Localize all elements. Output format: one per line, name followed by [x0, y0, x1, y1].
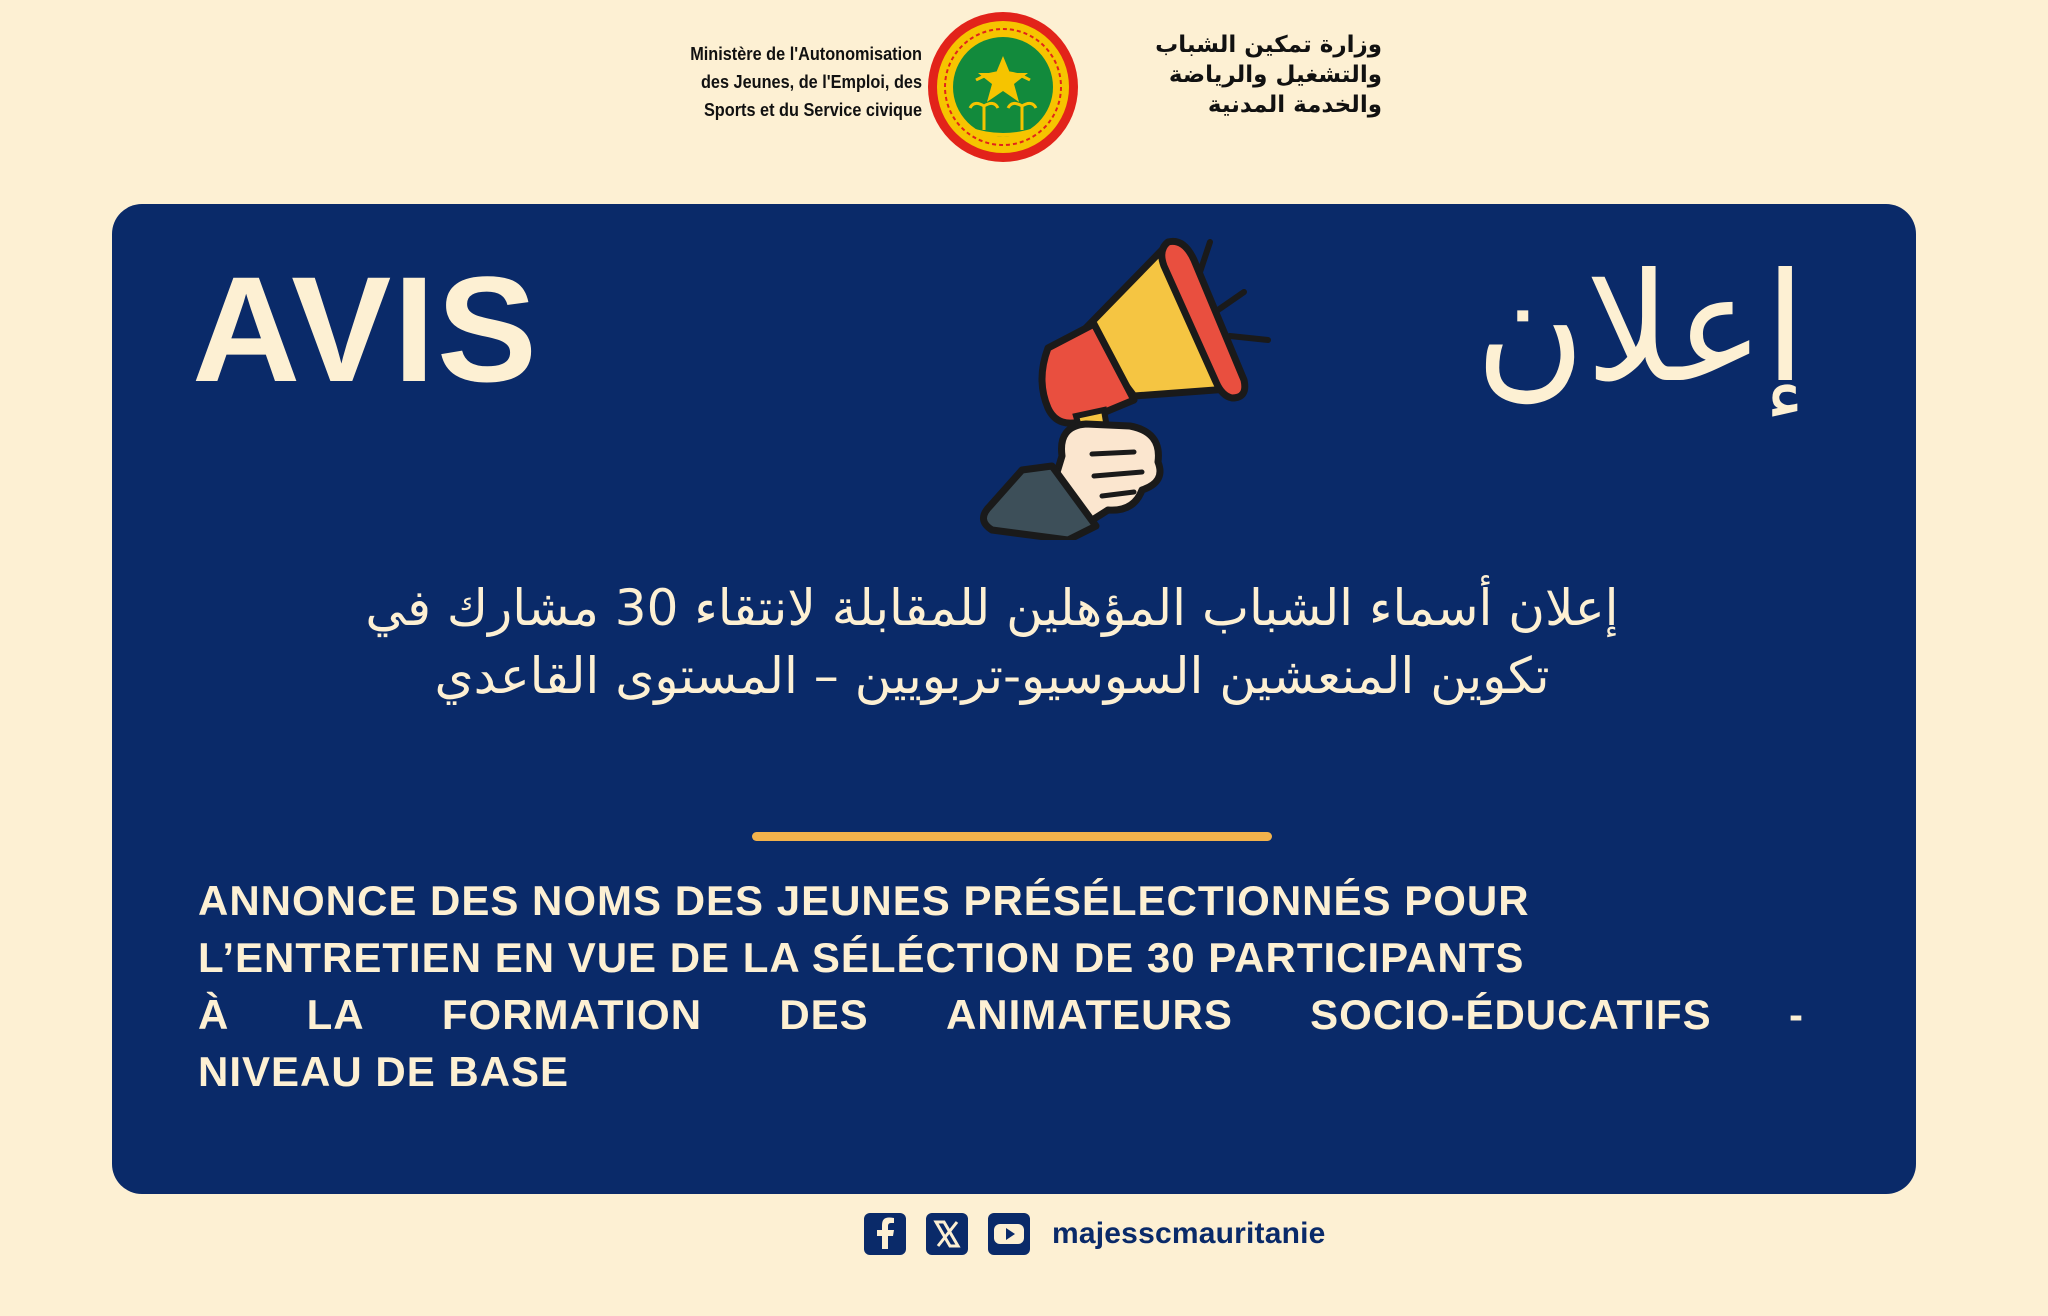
megaphone-icon	[872, 220, 1292, 540]
ministry-ar-line: والتشغيل والرياضة	[1168, 62, 1382, 88]
notice-fr-line	[198, 986, 1804, 1043]
title-ar: إعلان	[1475, 242, 1806, 416]
notice-fr-text: ANNONCE DES NOMS DES JEUNES PRÉSÉLECTIONNÉS POUR	[198, 877, 1530, 924]
notice-fr-word: ANIMATEURS	[945, 991, 1233, 1038]
ministry-fr-line: des Jeunes, de l'Emploi, des	[700, 71, 922, 92]
announcement-card	[112, 204, 1916, 1194]
facebook-icon[interactable]	[864, 1213, 906, 1255]
notice-fr-text: L’ENTRETIEN EN VUE DE LA SÉLÉCTION DE 30 PARTICIPANTS	[198, 934, 1525, 981]
header	[0, 0, 2048, 180]
notice-fr-word: -	[1788, 991, 1804, 1038]
mauritania-seal-icon	[926, 10, 1080, 164]
ministry-fr-line: Sports et du Service civique	[703, 99, 922, 120]
social-footer	[864, 1212, 1326, 1256]
notice-fr-line	[198, 1043, 1804, 1100]
notice-fr-word: SOCIO-ÉDUCATIFS	[1310, 991, 1712, 1038]
x-icon[interactable]	[926, 1213, 968, 1255]
notice-fr-word: LA	[306, 991, 365, 1038]
divider	[752, 832, 1272, 841]
notice-ar-line: تكوين المنعشين السوسيو-تربويين – المستوى القاعدي	[434, 647, 1550, 705]
notice-ar	[192, 574, 1792, 710]
notice-fr-line	[198, 872, 1804, 929]
notice-ar-line: إعلان أسماء الشباب المؤهلين للمقابلة لانتقاء 30 مشارك في	[365, 579, 1619, 637]
ministry-fr-line: Ministère de l'Autonomisation	[690, 43, 922, 64]
ministry-name-fr	[639, 40, 922, 124]
title-fr: AVIS	[192, 245, 539, 413]
social-handle[interactable]: majesscmauritanie	[1052, 1217, 1326, 1250]
ministry-ar-line: وزارة تمكين الشباب	[1155, 32, 1382, 58]
notice-fr-word: À	[198, 991, 230, 1038]
notice-fr	[198, 872, 1804, 1100]
notice-fr-word: DES	[779, 991, 869, 1038]
notice-fr-text: NIVEAU DE BASE	[198, 1048, 570, 1095]
ministry-name-ar	[1082, 30, 1382, 120]
ministry-ar-line: والخدمة المدنية	[1207, 92, 1382, 118]
youtube-icon[interactable]	[988, 1213, 1030, 1255]
notice-fr-word: FORMATION	[441, 991, 703, 1038]
notice-fr-line	[198, 929, 1804, 986]
